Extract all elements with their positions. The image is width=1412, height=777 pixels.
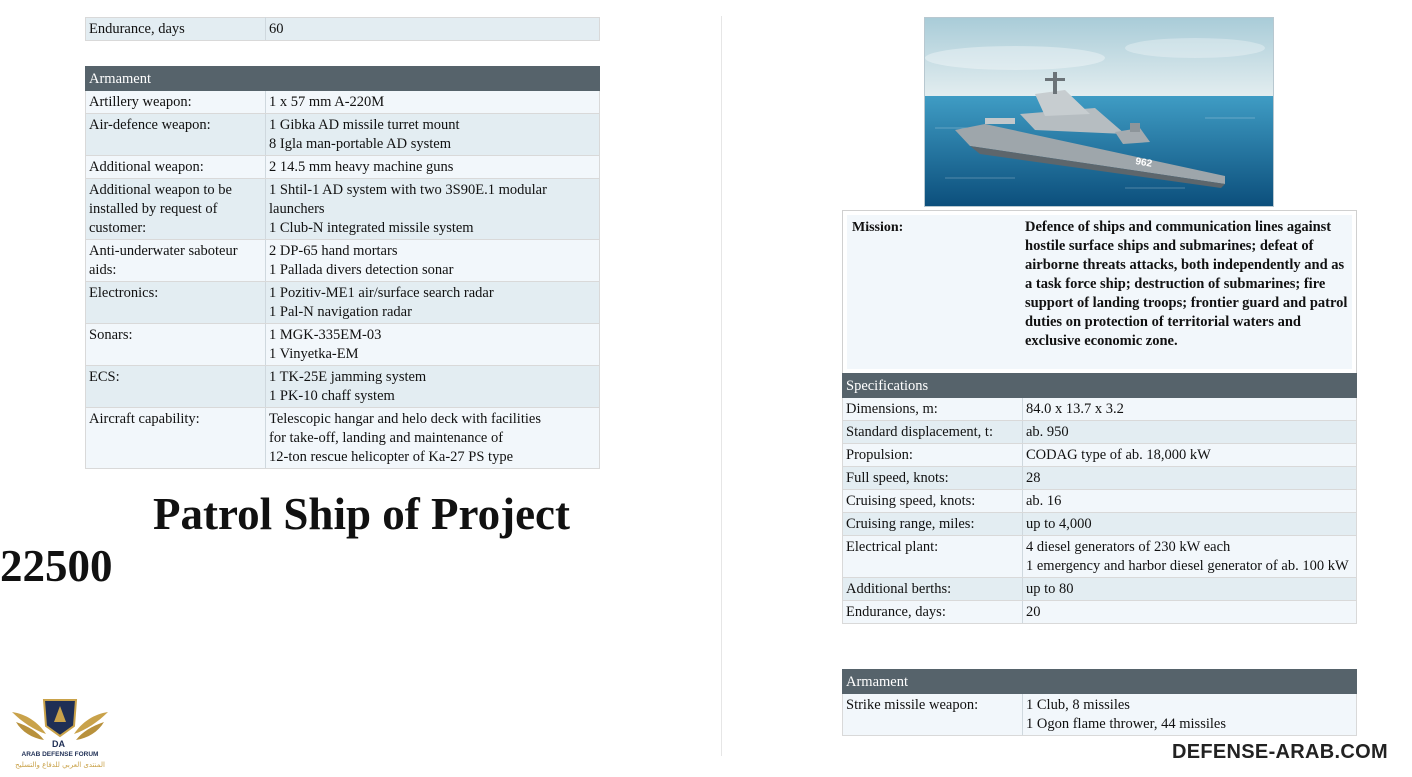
row-label-line: Sonars: bbox=[89, 327, 133, 343]
mission-box bbox=[842, 210, 1357, 374]
table-row bbox=[86, 324, 600, 366]
row-value-line: 1 Club, 8 missiles bbox=[1026, 697, 1130, 713]
row-label-line: installed by request of bbox=[89, 201, 218, 217]
row-label bbox=[86, 114, 266, 156]
row-value-line: up to 80 bbox=[1026, 581, 1074, 597]
row-value-line: for take-off, landing and maintenance of bbox=[269, 430, 504, 446]
row-value-line: 1 x 57 mm A-220M bbox=[269, 94, 385, 110]
table-row bbox=[843, 601, 1357, 624]
table-row bbox=[843, 444, 1357, 467]
row-value bbox=[266, 91, 600, 114]
row-label-line: Dimensions, m: bbox=[846, 401, 938, 417]
row-value-line: up to 4,000 bbox=[1026, 516, 1092, 532]
row-value: 60 bbox=[266, 18, 600, 41]
table-header: Armament bbox=[843, 670, 1357, 694]
table-row bbox=[86, 156, 600, 179]
table-row bbox=[86, 18, 600, 41]
row-value-line: 1 TK-25E jamming system bbox=[269, 369, 427, 385]
table-row bbox=[86, 114, 600, 156]
row-value bbox=[1023, 536, 1357, 578]
row-label bbox=[843, 694, 1023, 736]
specifications-table bbox=[842, 373, 1357, 624]
mission-label: Mission: bbox=[852, 220, 904, 235]
row-value bbox=[1023, 513, 1357, 536]
row-label bbox=[86, 179, 266, 240]
ship-photo bbox=[924, 17, 1274, 207]
row-value-line: 2 14.5 mm heavy machine guns bbox=[269, 159, 454, 175]
row-label: Endurance, days bbox=[86, 18, 266, 41]
row-label bbox=[843, 513, 1023, 536]
table-row bbox=[843, 513, 1357, 536]
row-value bbox=[266, 324, 600, 366]
row-value-line: 1 Gibka AD missile turret mount bbox=[269, 117, 460, 133]
table-row bbox=[86, 366, 600, 408]
row-value-line: 1 Shtil-1 AD system with two 3S90E.1 modular bbox=[269, 182, 547, 198]
row-value-line: 1 Pozitiv-ME1 air/surface search radar bbox=[269, 285, 494, 301]
table-header: Armament bbox=[86, 67, 600, 91]
table-header: Specifications bbox=[843, 374, 1357, 398]
row-value bbox=[266, 156, 600, 179]
table-row bbox=[843, 467, 1357, 490]
table-row bbox=[843, 694, 1357, 736]
row-label-line: Propulsion: bbox=[846, 447, 913, 463]
row-label-line: aids: bbox=[89, 262, 117, 278]
row-value-line: Telescopic hangar and helo deck with facilities bbox=[269, 411, 541, 427]
row-value-line: 1 Vinyetka-EM bbox=[269, 346, 359, 362]
row-label bbox=[843, 467, 1023, 490]
left-armament-table bbox=[85, 66, 600, 469]
row-label-line: customer: bbox=[89, 220, 147, 236]
row-label bbox=[86, 240, 266, 282]
table-row bbox=[86, 408, 600, 469]
row-label-line: Cruising range, miles: bbox=[846, 516, 975, 532]
table-row bbox=[843, 490, 1357, 513]
row-label-line: Aircraft capability: bbox=[89, 411, 200, 427]
row-label bbox=[86, 324, 266, 366]
row-label bbox=[86, 91, 266, 114]
row-label bbox=[843, 444, 1023, 467]
row-label-line: Full speed, knots: bbox=[846, 470, 949, 486]
logo-subtitle: المنتدى العربي للدفاع والتسليح bbox=[15, 761, 105, 769]
table-row bbox=[843, 578, 1357, 601]
row-value-line: CODAG type of ab. 18,000 kW bbox=[1026, 447, 1211, 463]
row-value-line: 84.0 x 13.7 x 3.2 bbox=[1026, 401, 1124, 417]
row-value bbox=[1023, 467, 1357, 490]
row-label-line: Additional weapon: bbox=[89, 159, 204, 175]
row-label-line: Anti-underwater saboteur bbox=[89, 243, 238, 259]
row-value bbox=[1023, 490, 1357, 513]
table-row bbox=[843, 398, 1357, 421]
row-value-line: ab. 16 bbox=[1026, 493, 1062, 509]
table-header-row bbox=[843, 670, 1357, 694]
row-value bbox=[1023, 694, 1357, 736]
row-label-line: Electronics: bbox=[89, 285, 159, 301]
row-label bbox=[86, 156, 266, 179]
logo-title: ARAB DEFENSE FORUM bbox=[21, 751, 99, 758]
row-value bbox=[266, 114, 600, 156]
row-label-line: Endurance, days: bbox=[846, 604, 946, 620]
right-armament-table bbox=[842, 669, 1357, 736]
row-value bbox=[266, 282, 600, 324]
row-label bbox=[843, 601, 1023, 624]
row-value bbox=[266, 366, 600, 408]
row-value-line: 8 Igla man-portable AD system bbox=[269, 136, 452, 152]
row-value bbox=[266, 408, 600, 469]
mission-panel bbox=[847, 215, 1352, 369]
row-label-line: Cruising speed, knots: bbox=[846, 493, 976, 509]
row-label bbox=[843, 421, 1023, 444]
logo-emblem-text: DA bbox=[52, 739, 65, 749]
page-title-line-2: 22500 bbox=[0, 541, 113, 591]
row-label-line: ECS: bbox=[89, 369, 120, 385]
row-value-line: launchers bbox=[269, 201, 325, 217]
row-value bbox=[266, 240, 600, 282]
arab-defense-forum-logo bbox=[8, 692, 112, 772]
row-label-line: Additional weapon to be bbox=[89, 182, 232, 198]
hull-number: 962 bbox=[1134, 156, 1153, 170]
mission-text: Defence of ships and communication lines against hostile surface ships and submarines; defeat of airborne threats attacks, both independently and as a task force ship; destruction of submarines; fire support of landing troops; frontier guard and patrol duties on protection of territorial waters and exclusive economic zone. bbox=[1025, 219, 1348, 349]
table-row bbox=[843, 536, 1357, 578]
row-label bbox=[843, 536, 1023, 578]
row-label-line: Strike missile weapon: bbox=[846, 697, 979, 713]
row-value-line: 1 emergency and harbor diesel generator of ab. 100 kW bbox=[1026, 558, 1349, 574]
page-divider bbox=[721, 16, 722, 756]
row-label bbox=[86, 366, 266, 408]
row-value bbox=[266, 179, 600, 240]
site-url-watermark: DEFENSE-ARAB.COM bbox=[1172, 741, 1388, 763]
row-label-line: Air-defence weapon: bbox=[89, 117, 211, 133]
row-value bbox=[1023, 601, 1357, 624]
left-endurance-table bbox=[85, 17, 600, 41]
table-row bbox=[86, 179, 600, 240]
table-row bbox=[843, 421, 1357, 444]
table-header-row bbox=[86, 67, 600, 91]
table-header-row bbox=[843, 374, 1357, 398]
row-value bbox=[1023, 421, 1357, 444]
row-value bbox=[1023, 444, 1357, 467]
row-value-line: 1 Pal-N navigation radar bbox=[269, 304, 412, 320]
page-title-line-1: Patrol Ship of Project bbox=[153, 489, 571, 539]
row-value bbox=[1023, 578, 1357, 601]
row-label bbox=[86, 408, 266, 469]
row-value-line: 1 PK-10 chaff system bbox=[269, 388, 395, 404]
row-value-line: 1 Pallada divers detection sonar bbox=[269, 262, 454, 278]
row-value-line: 1 Club-N integrated missile system bbox=[269, 220, 474, 236]
row-label bbox=[843, 398, 1023, 421]
row-label-line: Standard displacement, t: bbox=[846, 424, 993, 440]
row-value-line: 20 bbox=[1026, 604, 1041, 620]
table-row bbox=[86, 240, 600, 282]
row-label-line: Additional berths: bbox=[846, 581, 952, 597]
row-value-line: 1 MGK-335EM-03 bbox=[269, 327, 382, 343]
row-value-line: 28 bbox=[1026, 470, 1041, 486]
row-value bbox=[1023, 398, 1357, 421]
row-value-line: 2 DP-65 hand mortars bbox=[269, 243, 398, 259]
row-value-line: 12-ton rescue helicopter of Ka-27 PS type bbox=[269, 449, 514, 465]
row-label-line: Artillery weapon: bbox=[89, 94, 192, 110]
row-value-line: 1 Ogon flame thrower, 44 missiles bbox=[1026, 716, 1226, 732]
row-label bbox=[843, 490, 1023, 513]
row-value-line: ab. 950 bbox=[1026, 424, 1069, 440]
row-label bbox=[86, 282, 266, 324]
row-label bbox=[843, 578, 1023, 601]
table-row bbox=[86, 91, 600, 114]
row-value-line: 4 diesel generators of 230 kW each bbox=[1026, 539, 1231, 555]
row-label-line: Electrical plant: bbox=[846, 539, 939, 555]
table-row bbox=[86, 282, 600, 324]
